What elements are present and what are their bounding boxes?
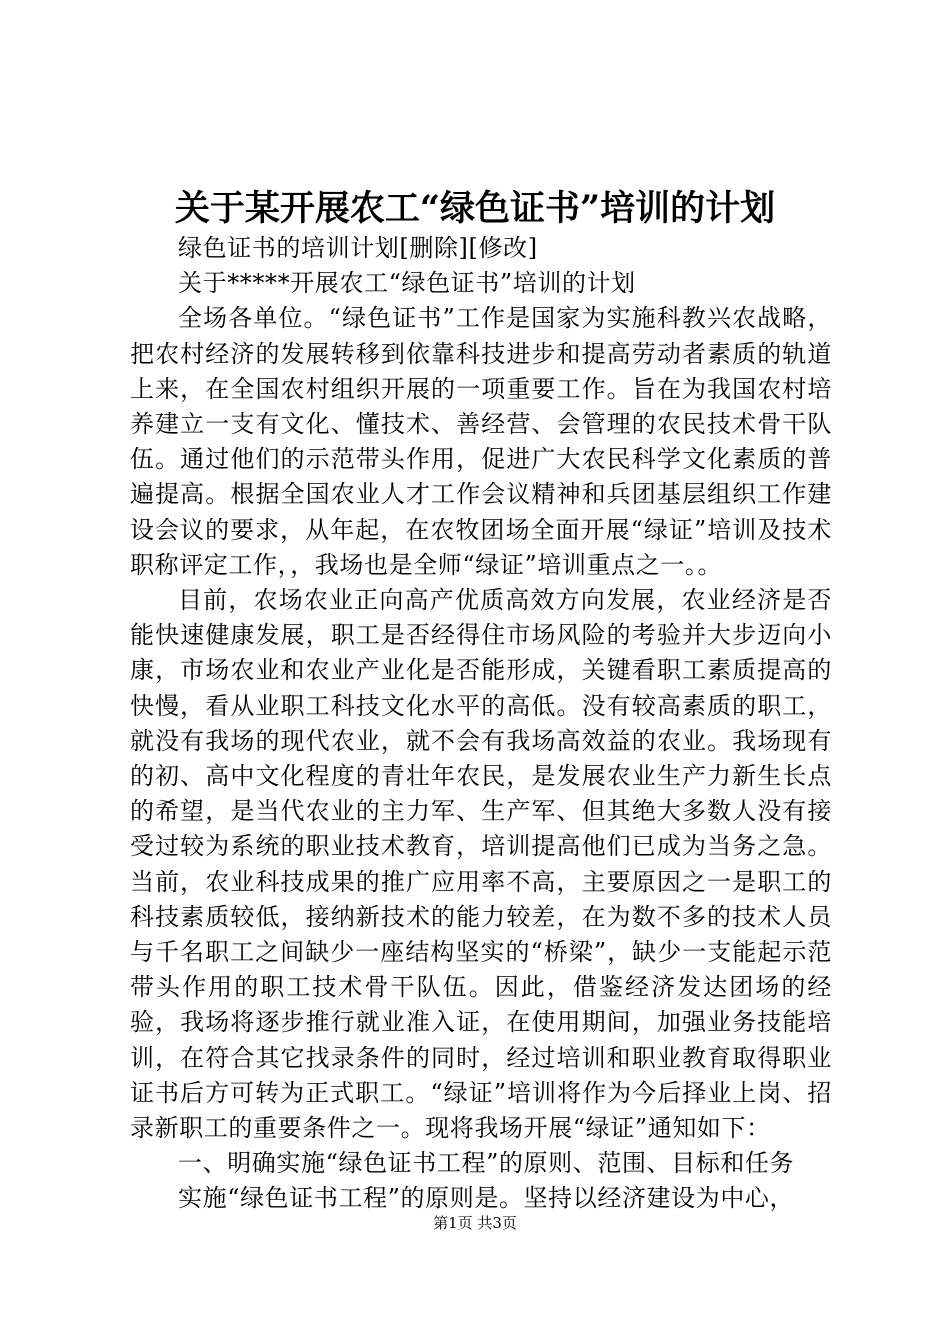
paragraph-principles: 实施“绿色证书工程”的原则是。坚持以经济建设为中心， xyxy=(178,1184,795,1213)
paragraph-section-heading: 一、明确实施“绿色证书工程”的原则、范围、目标和任务 xyxy=(178,1149,795,1178)
paragraph-current-status: 目前，农场农业正向高产优质高效方向发展，农业经济是否能快速健康发展，职工是否经得住市场风险的考验并大步迈向小康，市场农业和农业产业化是否能形成，关键看职工素质提高的快慢，看从业职工科技文化水平的高低。没有较高素质的职工，就没有我场的现代农业，就不会有我场高效益的农业。我场现有的初、高中文化程度的青壮年农民，是发展农业生产力新生长点的希望，是当代农业的主力军、生产军、但其绝大多数人没有接受过较为系统的职业技术教育，培训提高他们已成为当务之急。当前，农业科技成果的推广应用率不高，主要原因之一是职工的科技素质较低，接纳新技术的能力较差，在为数不多的技术人员与千名职工之间缺少一座结构坚实的“桥梁”，缺少一支能起示范带头作用的职工技术骨干队伍。因此，借鉴经济发达团场的经验，我场将逐步推行就业准入证，在使用期间，加强业务技能培训，在符合其它找录条件的同时，经过培训和职业教育取得职业证书后方可转为正式职工。“绿证”培训将作为今后择业上岗、招录新职工的重要条件之一。现将我场开展“绿证”通知如下： xyxy=(130,586,832,1143)
paragraph-subtitle: 绿色证书的培训计划[删除][修改] xyxy=(178,234,538,262)
paragraph-heading: 关于*****开展农工“绿色证书”培训的计划 xyxy=(178,269,636,298)
document-body xyxy=(130,231,832,1217)
page-footer: 第1页 共3页 xyxy=(433,1214,517,1232)
document-title: 关于某开展农工“绿色证书”培训的计划 xyxy=(174,188,776,229)
paragraph-intro: 全场各单位。“绿色证书”工作是国家为实施科教兴农战略，把农村经济的发展转移到依靠科技进步和提高劳动者素质的轨道上来，在全国农村组织开展的一项重要工作。旨在为我国农村培养建立一支有文化、懂技术、善经营、会管理的农民技术骨干队伍。通过他们的示范带头作用，促进广大农民科学文化素质的普遍提高。根据全国农业人才工作会议精神和兵团基层组织工作建设会议的要求，从年起，在农牧团场全面开展“绿证”培训及技术职称评定工作，，我场也是全师“绿证”培训重点之一。。 xyxy=(130,304,832,579)
